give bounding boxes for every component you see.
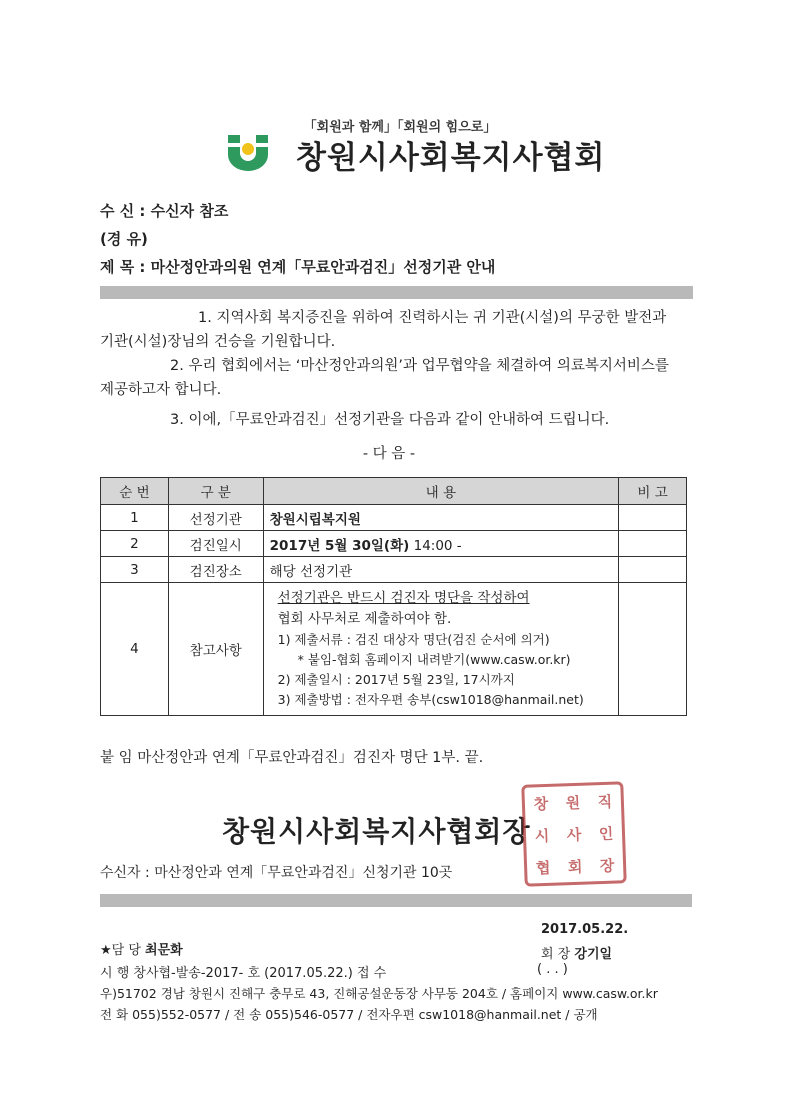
row-category: 선정기관	[168, 505, 263, 531]
document-date: 2017.05.22.	[541, 922, 629, 937]
row-note	[619, 583, 687, 716]
reference-line: 협회 사무처로 제출하여야 함.	[277, 611, 452, 627]
seal-char: 시	[534, 826, 550, 845]
seal-char: 협	[535, 858, 551, 877]
table-row	[101, 583, 687, 716]
table-row	[101, 557, 687, 583]
contact-line: 전 화 055)552-0577 / 전 송 055)546-0577 / 전자우편 csw1018@hanmail.net / 공개	[100, 1007, 598, 1022]
receive-paren: ( . . )	[537, 962, 568, 977]
paragraph-2: 2. 우리 협회에서는 ‘마산정안과의원’과 업무협약을 체결하여 의료복지서비스를 제공하고자 합니다.	[100, 358, 669, 398]
signature: 창원시사회복지사협회장	[222, 815, 531, 848]
subject-line: 제 목 : 마산정안과의원 연계「무료안과검진」선정기관 안내	[100, 258, 496, 276]
recipients-line: 수신자 : 마산정안과 연계「무료안과검진」신청기관 10곳	[100, 865, 453, 881]
seal-char: 직	[597, 792, 613, 811]
footer-divider	[100, 894, 692, 907]
seal-char: 원	[565, 793, 581, 812]
reference-line: 1) 제출서류 : 검진 대상자 명단(검진 순서에 의거)	[277, 632, 550, 647]
org-title: 창원시사회복지사협회	[296, 140, 606, 176]
table-row	[101, 505, 687, 531]
row-note	[619, 505, 687, 531]
address-line: 우)51702 경남 창원시 진해구 충무로 43, 진해공설운동장 사무동 204호 / 홈페이지 www.casw.or.kr	[100, 986, 658, 1001]
seal-char: 회	[567, 857, 583, 876]
seal-char: 인	[598, 824, 614, 843]
slogan: 「회원과 함께」「회원의 힘으로」	[303, 120, 497, 135]
seal-char: 창	[533, 794, 549, 813]
table-header-cell: 순 번	[101, 478, 169, 505]
paragraph-1: 1. 지역사회 복지증진을 위하여 진력하시는 귀 기관(시설)의 무궁한 발전과 기관(시설)장님의 건승을 기원합니다.	[100, 310, 667, 350]
exam-time: 14:00 -	[409, 537, 462, 554]
info-table	[100, 477, 687, 716]
table-header-row	[101, 478, 687, 505]
president-name: 강기일	[574, 947, 613, 962]
association-logo-icon	[228, 135, 268, 171]
president-label: 회 장	[541, 947, 571, 962]
reference-line: 3) 제출방법 : 전자우편 송부(csw1018@hanmail.net)	[277, 692, 584, 707]
row-number: 1	[101, 505, 169, 531]
row-content	[263, 531, 618, 557]
row-number: 3	[101, 557, 169, 583]
attachment-line: 붙 임 마산정안과 연계「무료안과검진」검진자 명단 1부. 끝.	[100, 750, 484, 766]
enforcement-line: 시 행 창사협-발송-2017- 호 (2017.05.22.) 접 수	[100, 966, 387, 981]
row-content: 창원시립복지원	[263, 505, 618, 531]
row-category: 참고사항	[168, 583, 263, 716]
exam-date: 2017년 5월 30일(화)	[269, 537, 410, 554]
reference-line: * 붙임-협회 홈페이지 내려받기(www.casw.or.kr)	[297, 652, 571, 667]
manager-name: 최문화	[145, 943, 183, 958]
recipient-line: 수 신 : 수신자 참조	[100, 202, 229, 220]
seal-char: 사	[566, 825, 582, 844]
row-number: 2	[101, 531, 169, 557]
official-seal	[521, 781, 626, 886]
row-category: 검진일시	[168, 531, 263, 557]
manager-label: ★담 당	[100, 943, 141, 958]
row-note	[619, 557, 687, 583]
table-header-cell: 내 용	[263, 478, 618, 505]
da-eum-heading: - 다 음 -	[362, 446, 416, 462]
row-content: 해당 선정기관	[263, 557, 618, 583]
reference-line: 선정기관은 반드시 검진자 명단을 작성하여	[277, 590, 530, 606]
via-line: (경 유)	[100, 230, 148, 248]
table-header-cell: 비 고	[619, 478, 687, 505]
table-row	[101, 531, 687, 557]
paragraph-3: 3. 이에,「무료안과검진」선정기관을 다음과 같이 안내하여 드립니다.	[170, 412, 610, 428]
subject-divider	[100, 286, 693, 299]
president-line	[541, 943, 612, 962]
row-category: 검진장소	[168, 557, 263, 583]
manager-line	[100, 939, 183, 958]
table-header-cell: 구 분	[168, 478, 263, 505]
seal-char: 장	[599, 856, 615, 875]
row-content	[263, 583, 618, 716]
row-note	[619, 531, 687, 557]
row-number: 4	[101, 583, 169, 716]
reference-line: 2) 제출일시 : 2017년 5월 23일, 17시까지	[277, 672, 515, 687]
